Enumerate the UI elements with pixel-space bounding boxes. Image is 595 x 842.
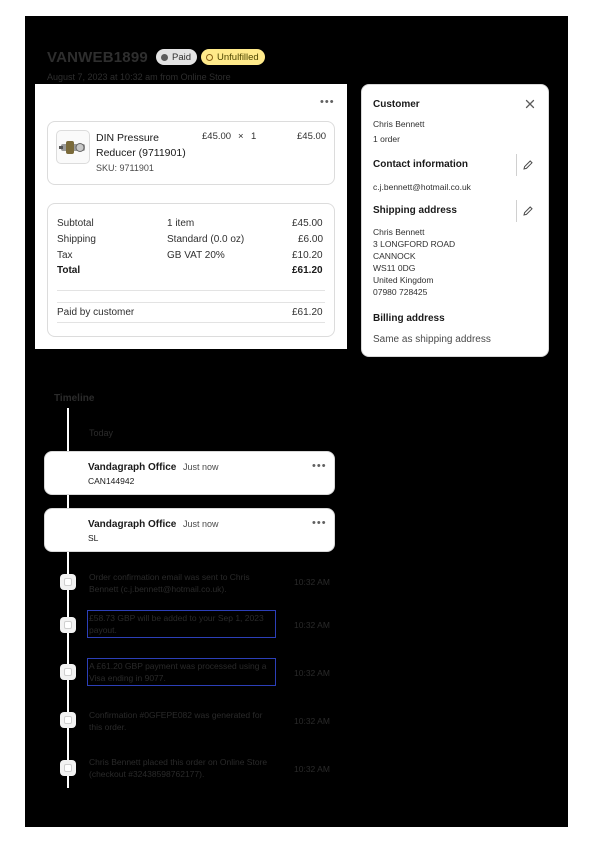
billing-address-heading: Billing address <box>373 313 445 324</box>
timeline-event-text: Chris Bennett placed this order on Online Store (checkout #32438598762177). <box>89 757 268 779</box>
unfulfilled-badge-label: Unfulfilled <box>217 51 259 63</box>
summary-label: Shipping <box>57 234 96 245</box>
comment-time: Just now <box>183 519 219 529</box>
timeline-dot-icon <box>60 574 76 590</box>
comment-author: Vandagraph Office <box>88 462 177 473</box>
summary-detail: GB VAT 20% <box>167 250 225 261</box>
timeline-event-time: 10:32 AM <box>294 577 330 587</box>
product-name[interactable]: DIN Pressure Reducer (9711901) <box>96 132 186 159</box>
timeline-event-text: Confirmation #0GFEPE082 was generated for this order. <box>89 710 263 732</box>
summary-detail: Standard (0.0 oz) <box>167 234 245 245</box>
summary-detail: 1 item <box>167 218 195 229</box>
comment-text: SL <box>88 533 99 543</box>
timeline-dot-icon <box>60 664 76 680</box>
summary-label: Tax <box>57 250 73 261</box>
customer-name[interactable]: Chris Bennett <box>373 119 425 129</box>
payout-link[interactable]: £58.73 GBP will be added to your Sep 1, 2023 payout. <box>89 612 274 636</box>
line-item-total: £45.00 <box>297 131 327 142</box>
comment-time: Just now <box>183 462 219 472</box>
close-icon[interactable] <box>523 97 537 111</box>
comment-text: CAN144942 <box>88 476 135 486</box>
address-line: WS11 0DG <box>373 263 416 273</box>
summary-amount: £6.00 <box>298 234 324 245</box>
timeline-comment-card[interactable] <box>44 508 335 552</box>
paid-by-customer-label: Paid by customer <box>57 307 135 318</box>
timeline-date-label: Today <box>89 428 114 438</box>
contact-email[interactable]: c.j.bennett@hotmail.co.uk <box>373 182 471 192</box>
timeline-dot-icon <box>60 617 76 633</box>
pencil-icon <box>522 159 534 171</box>
unfulfilled-dot-icon <box>206 54 213 61</box>
timeline-dot-icon <box>60 712 76 728</box>
product-sku: SKU: 9711901 <box>96 163 154 173</box>
timeline-event-text: Order confirmation email was sent to Chris Bennett (c.j.bennett@hotmail.co.uk). <box>89 572 250 594</box>
more-horizontal-icon[interactable]: ••• <box>320 96 335 108</box>
product-image-icon[interactable] <box>56 130 90 164</box>
more-horizontal-icon[interactable]: ••• <box>312 517 327 529</box>
address-line: Chris Bennett <box>373 227 425 237</box>
address-line: United Kingdom <box>373 275 434 285</box>
customer-order-count[interactable]: 1 order <box>373 134 400 144</box>
summary-divider <box>57 290 325 291</box>
contact-info-heading: Contact information <box>373 159 468 170</box>
address-line: 3 LONGFORD ROAD <box>373 239 456 249</box>
timeline-event-time: 10:32 AM <box>294 620 330 630</box>
order-subtitle: August 7, 2023 at 10:32 am from Online Store <box>47 72 231 82</box>
shipping-address-heading: Shipping address <box>373 205 457 216</box>
address-line: CANNOCK <box>373 251 416 261</box>
paid-by-customer-amount: £61.20 <box>292 307 323 318</box>
summary-divider <box>57 302 325 303</box>
more-horizontal-icon[interactable]: ••• <box>312 460 327 472</box>
summary-label: Subtotal <box>57 218 94 229</box>
line-item-price: £45.00 <box>202 131 232 142</box>
edit-shipping-button[interactable] <box>516 200 538 222</box>
address-phone[interactable]: 07980 728425 <box>373 287 428 297</box>
comment-author: Vandagraph Office <box>88 519 177 530</box>
timeline-event-time: 10:32 AM <box>294 668 330 678</box>
timeline-event-time: 10:32 AM <box>294 716 330 726</box>
customer-heading: Customer <box>373 99 420 110</box>
summary-total-amount: £61.20 <box>292 265 323 276</box>
summary-total-label: Total <box>57 265 81 276</box>
line-item-quantity: 1 <box>251 131 257 142</box>
summary-amount: £45.00 <box>292 218 323 229</box>
edit-contact-button[interactable] <box>516 154 538 176</box>
billing-address-text: Same as shipping address <box>373 334 491 345</box>
summary-amount: £10.20 <box>292 250 323 261</box>
pencil-icon <box>522 205 534 217</box>
line-item-times: × <box>238 131 244 142</box>
timeline-comment-card[interactable] <box>44 451 335 495</box>
summary-divider <box>57 322 325 323</box>
paid-badge <box>156 49 197 65</box>
paid-badge-label: Paid <box>172 51 192 63</box>
paid-dot-icon <box>161 54 168 61</box>
timeline-heading: Timeline <box>54 393 95 404</box>
payment-processed-link[interactable]: A £61.20 GBP payment was processed using a Visa ending in 9077. <box>89 660 274 684</box>
unfulfilled-badge <box>201 49 265 65</box>
timeline-event-time: 10:32 AM <box>294 764 330 774</box>
order-title: VANWEB1899 <box>47 49 148 66</box>
timeline-dot-icon <box>60 760 76 776</box>
